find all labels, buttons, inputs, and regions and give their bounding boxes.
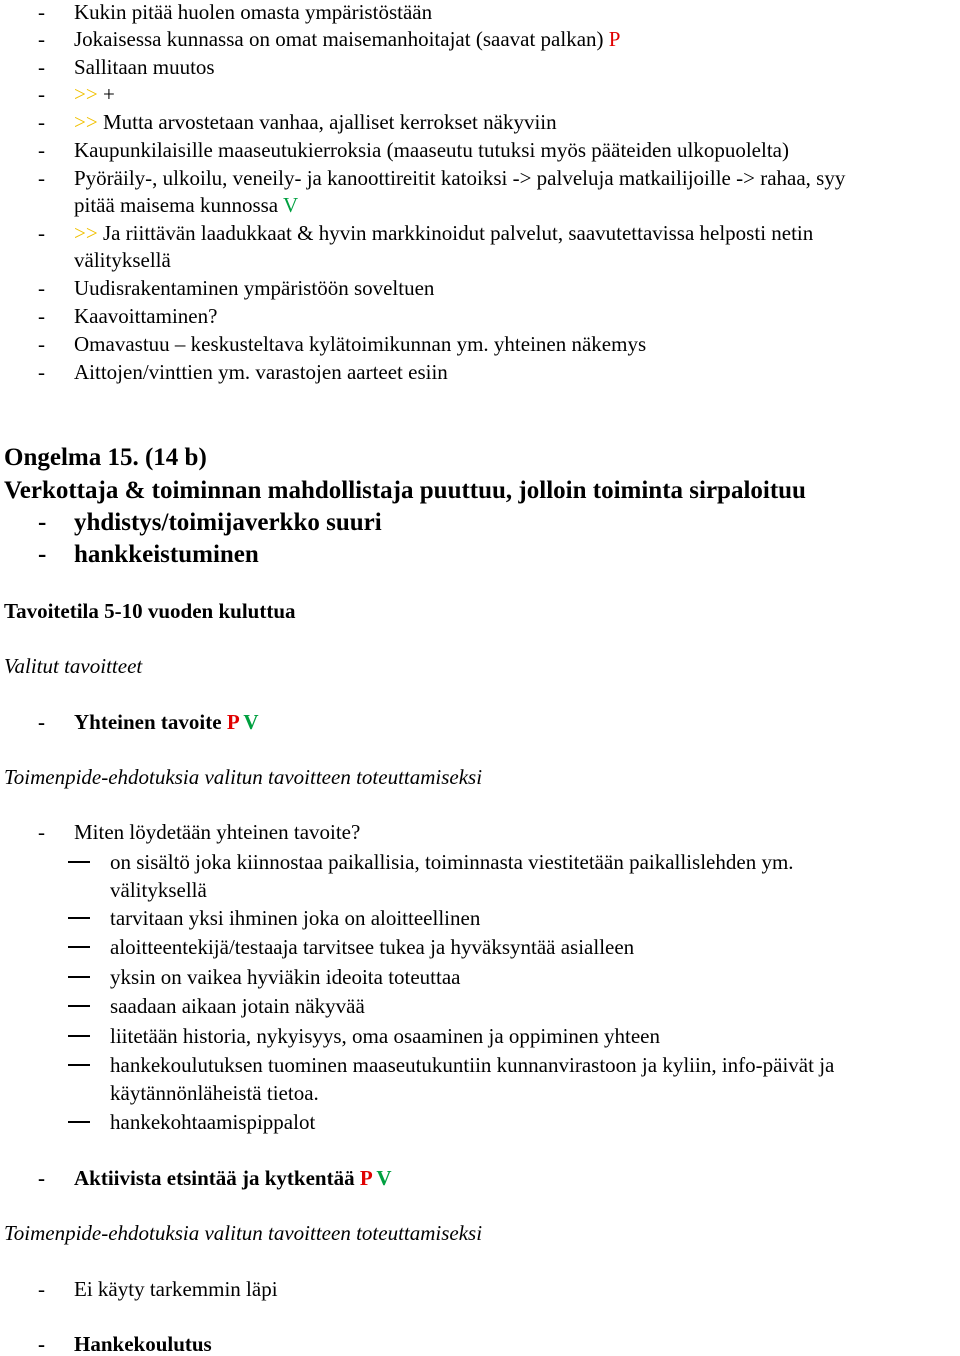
- list-dash: -: [38, 1166, 45, 1190]
- list-dash: -: [38, 82, 45, 106]
- list-dash: -: [38, 304, 45, 328]
- measures-label: Toimenpide-ehdotuksia valitun tavoitteen toteuttamiseksi: [4, 765, 483, 789]
- sub-item: hankekoulutuksen tuominen maaseutukuntiin kunnanvirastoon ja kyliin, info-päivät ja: [110, 1053, 835, 1077]
- priority-tag-p: P: [608, 27, 621, 51]
- list-dash: -: [38, 332, 45, 356]
- sub-dash: [68, 976, 90, 978]
- list-dash: -: [38, 55, 45, 79]
- target-state-heading: Tavoitetila 5-10 vuoden kuluttua: [4, 599, 296, 623]
- sub-item: saadaan aikaan jotain näkyvää: [110, 994, 365, 1018]
- sub-item: liitetään historia, nykyisyys, oma osaaminen ja oppiminen yhteen: [110, 1024, 660, 1048]
- chosen-goals-label: Valitut tavoitteet: [4, 654, 143, 678]
- sub-item: on sisältö joka kiinnostaa paikallisia, toiminnasta viestitetään paikallislehden ym.: [110, 850, 794, 874]
- sub-item: hankekohtaamispippalot: [110, 1110, 316, 1134]
- sub-dash: [68, 917, 90, 919]
- list-item: Pyöräily-, ulkoilu, veneily- ja kanoottireitit katoiksi -> palveluja matkailijoille -> rahaa, syy: [74, 166, 846, 190]
- list-dash: -: [38, 541, 47, 568]
- sub-dash: [68, 1005, 90, 1007]
- goal-item: Yhteinen tavoite P V: [74, 710, 259, 734]
- list-dash: -: [38, 221, 45, 245]
- list-item: >> +: [74, 82, 115, 106]
- sub-item-continuation: käytännönläheistä tietoa.: [110, 1081, 319, 1105]
- list-dash: -: [38, 138, 45, 162]
- list-item: >> Mutta arvostetaan vanhaa, ajalliset kerrokset näkyviin: [74, 110, 557, 134]
- list-item: Kaavoittaminen?: [74, 304, 218, 328]
- list-item: Kaupunkilaisille maaseutukierroksia (maaseutu tutuksi myös pääteiden ulkopuolelta): [74, 138, 789, 162]
- list-item-continuation: pitää maisema kunnossa V: [74, 193, 299, 217]
- measure-item: Ei käyty tarkemmin läpi: [74, 1277, 278, 1301]
- list-item: >> Ja riittävän laadukkaat & hyvin markkinoidut palvelut, saavutettavissa helposti netin: [74, 221, 814, 245]
- list-dash: -: [38, 27, 45, 51]
- sub-dash: [68, 946, 90, 948]
- list-dash: -: [38, 276, 45, 300]
- list-item: Aittojen/vinttien ym. varastojen aarteet esiin: [74, 360, 448, 384]
- list-dash: -: [38, 360, 45, 384]
- sub-item-continuation: välityksellä: [110, 878, 207, 902]
- list-item: Uudisrakentaminen ympäristöön soveltuen: [74, 276, 435, 300]
- list-dash: -: [38, 710, 45, 734]
- problem-bullet: yhdistys/toimijaverkko suuri: [74, 509, 382, 536]
- measure-question: Miten löydetään yhteinen tavoite?: [74, 820, 361, 844]
- arrow-marker: >>: [74, 82, 98, 106]
- sub-item: tarvitaan yksi ihminen joka on aloitteellinen: [110, 906, 481, 930]
- list-dash: -: [38, 820, 45, 844]
- sub-item: aloitteentekijä/testaaja tarvitsee tukea ja hyväksyntää asialleen: [110, 935, 635, 959]
- list-item: Sallitaan muutos: [74, 55, 215, 79]
- priority-tag-v: V: [283, 193, 299, 217]
- problem-bullet: hankkeistuminen: [74, 541, 259, 568]
- sub-dash: [68, 861, 90, 863]
- priority-tag-p: P: [226, 710, 239, 734]
- sub-dash: [68, 1064, 90, 1066]
- list-dash: -: [38, 166, 45, 190]
- list-dash: -: [38, 0, 45, 24]
- sub-dash: [68, 1035, 90, 1037]
- goal-item: Hankekoulutus: [74, 1332, 212, 1356]
- goal-item: Aktiivista etsintää ja kytkentää P V: [74, 1166, 392, 1190]
- list-dash: -: [38, 110, 45, 134]
- list-item: Omavastuu – keskusteltava kylätoimikunnan ym. yhteinen näkemys: [74, 332, 647, 356]
- problem-heading: Ongelma 15. (14 b): [4, 444, 207, 471]
- list-dash: -: [38, 1332, 45, 1356]
- arrow-marker: >>: [74, 110, 98, 134]
- arrow-marker: >>: [74, 221, 98, 245]
- sub-dash: [68, 1121, 90, 1123]
- priority-tag-v: V: [243, 710, 259, 734]
- problem-title: Verkottaja & toiminnan mahdollistaja puuttuu, jolloin toiminta sirpaloituu: [4, 477, 806, 504]
- sub-item: yksin on vaikea hyviäkin ideoita toteuttaa: [110, 965, 461, 989]
- list-item: Jokaisessa kunnassa on omat maisemanhoitajat (saavat palkan) P: [74, 27, 621, 51]
- list-dash: -: [38, 1277, 45, 1301]
- list-item-continuation: välityksellä: [74, 248, 171, 272]
- priority-tag-v: V: [376, 1166, 392, 1190]
- measures-label: Toimenpide-ehdotuksia valitun tavoitteen toteuttamiseksi: [4, 1221, 483, 1245]
- list-item: Kukin pitää huolen omasta ympäristöstään: [74, 0, 433, 24]
- list-dash: -: [38, 509, 47, 536]
- priority-tag-p: P: [359, 1166, 372, 1190]
